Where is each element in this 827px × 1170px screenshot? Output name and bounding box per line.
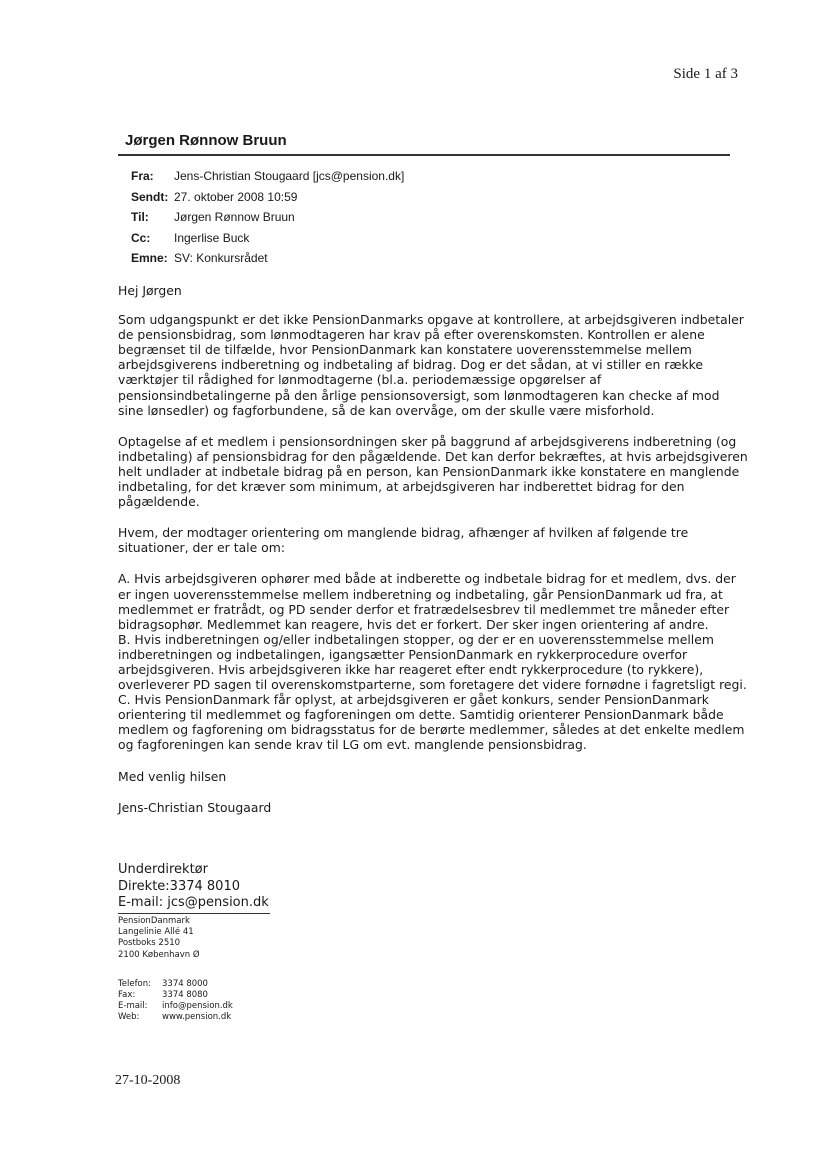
to-value: Jørgen Rønnow Bruun xyxy=(174,210,295,225)
address-line: PensionDanmark xyxy=(118,916,190,926)
sent-label: Sendt: xyxy=(131,189,169,204)
case-c: C. Hvis PensionDanmark får oplyst, at arbejdsgiveren er gået konkurs, sender PensionDanmark orientering til medlemmet og fagforeningen om dette. Samtidig orienterer PensionDanmark både medlem og fagforening om bidragsstatus for de berørte medlemmer, således at det enkelte medlem og fagforeningen kan sende krav til LG om evt. manglende pensionsbidrag. xyxy=(118,692,745,753)
header-row-sent xyxy=(131,187,404,208)
contact-value: 3374 8000 xyxy=(162,979,208,989)
header-row-to xyxy=(131,207,404,228)
company-contacts xyxy=(118,979,233,1023)
cc-label: Cc: xyxy=(131,230,151,245)
signoff: Med venlig hilsen xyxy=(118,768,227,784)
subject-label: Emne: xyxy=(131,251,168,266)
contact-label: E-mail: xyxy=(118,1001,148,1011)
case-b: B. Hvis indberetningen og/eller indbetalingen stopper, og der er en uoverensstemmelse mellem indberetningen og indbetalingen, igangsætter PensionDanmark en rykkerprocedure overfor arbejdsgiveren. Hvis arbejdsgiveren ikke har reageret efter endt rykkerprocedure (to rykkere), overleverer PD sagen til overenskomstparterne, som foretagere det videre fornødne i fagretsligt regi. xyxy=(118,631,747,693)
address-line: Postboks 2510 xyxy=(118,938,181,949)
header-row-subject xyxy=(131,248,404,269)
contact-value: www.pension.dk xyxy=(162,1012,232,1022)
signature-name: Jens-Christian Stougaard xyxy=(118,799,272,815)
signature-email: E-mail: jcs@pension.dk xyxy=(118,895,269,910)
contact-row-fax xyxy=(118,990,233,1001)
contact-row-web xyxy=(118,1012,233,1023)
contact-row-email xyxy=(118,1001,233,1012)
email-header-fields xyxy=(131,166,404,269)
header-row-from xyxy=(131,166,404,187)
company-address xyxy=(118,916,200,961)
cc-value: Ingerlise Buck xyxy=(174,230,250,245)
email-body xyxy=(118,283,748,831)
sent-value: 27. oktober 2008 10:59 xyxy=(174,189,298,204)
contact-value: info@pension.dk xyxy=(162,1001,233,1011)
address-line: Langelinie Allé 41 xyxy=(118,927,194,938)
contact-row-phone xyxy=(118,979,233,990)
paragraph-responsibility: Som udgangspunkt er det ikke PensionDanmarks opgave at kontrollere, at arbejdsgiveren indbetaler de pensionsbidrag, som lønmodtageren har krav på efter overenskomsten. Kontrollen er alene begrænset til de tilfælde, hvor PensionDanmark kan konstatere uoverensstemmelse mellem arbejdsgiverens indberetning og indbetaling af bidrag. Dog er det sådan, at vi stiller en række værktøjer til rådighed for lønmodtagerne (bl.a. periodemæssige opgørelser af pensionsindbetalingerne på den årlige pensionsoversigt, som lønmodtageren kan checke af mod sine lønsedler) og fagforbundene, så de kan overvåge, om der skulle være misforhold. xyxy=(118,312,744,418)
contact-label: Telefon: xyxy=(118,979,152,989)
header-divider xyxy=(118,154,730,156)
to-label: Til: xyxy=(131,210,149,225)
header-row-cc xyxy=(131,228,404,249)
address-line: 2100 København Ø xyxy=(118,949,200,960)
page-number: Side 1 af 3 xyxy=(673,66,738,82)
paragraph-notification-intro: Hvem, der modtager orientering om manglende bidrag, afhænger af hvilken af følgende tre situationer, der er tale om: xyxy=(118,525,689,556)
from-value: Jens-Christian Stougaard [jcs@pension.dk] xyxy=(174,169,405,184)
signature-divider xyxy=(118,913,270,914)
subject-value: SV: Konkursrådet xyxy=(174,251,268,266)
signature-title: Underdirektør xyxy=(118,862,208,877)
signature-phone: Direkte:3374 8010 xyxy=(118,878,240,894)
greeting: Hej Jørgen xyxy=(118,283,182,298)
contact-value: 3374 8080 xyxy=(162,990,208,1000)
footer-date: 27-10-2008 xyxy=(115,1073,181,1088)
contact-label: Web: xyxy=(118,1012,140,1022)
case-a: A. Hvis arbejdsgiveren ophører med både at indberette og indbetale bidrag for et medlem, dvs. der er ingen uoverensstemmelse mellem indberetning og indbetaling, går PensionDanmark ud fra, at medlemmet er fratrådt, og PD sender derfor et fratrædelsesbrev til medlemmet tre måneder efter bidragsophør. Medlemmet kan reagere, hvis det er forkert. Der sker ingen orientering af andre. xyxy=(118,571,736,632)
signature-block xyxy=(118,862,269,912)
from-label: Fra: xyxy=(131,169,154,184)
paragraph-enrollment: Optagelse af et medlem i pensionsordningen sker på baggrund af arbejdsgiverens indberetning (og indbetaling) af pensionsbidrag for den pågældende. Det kan derfor bekræftes, at hvis arbejdsgiveren helt undlader at indbetale bidrag på en person, kan PensionDanmark ikke konstatere en manglende indbetaling, for det kræver som minimum, at arbejdsgiveren har indberettet bidrag for den pågældende. xyxy=(118,433,748,510)
sender-name: Jørgen Rønnow Bruun xyxy=(125,132,287,149)
contact-label: Fax: xyxy=(118,990,136,1000)
